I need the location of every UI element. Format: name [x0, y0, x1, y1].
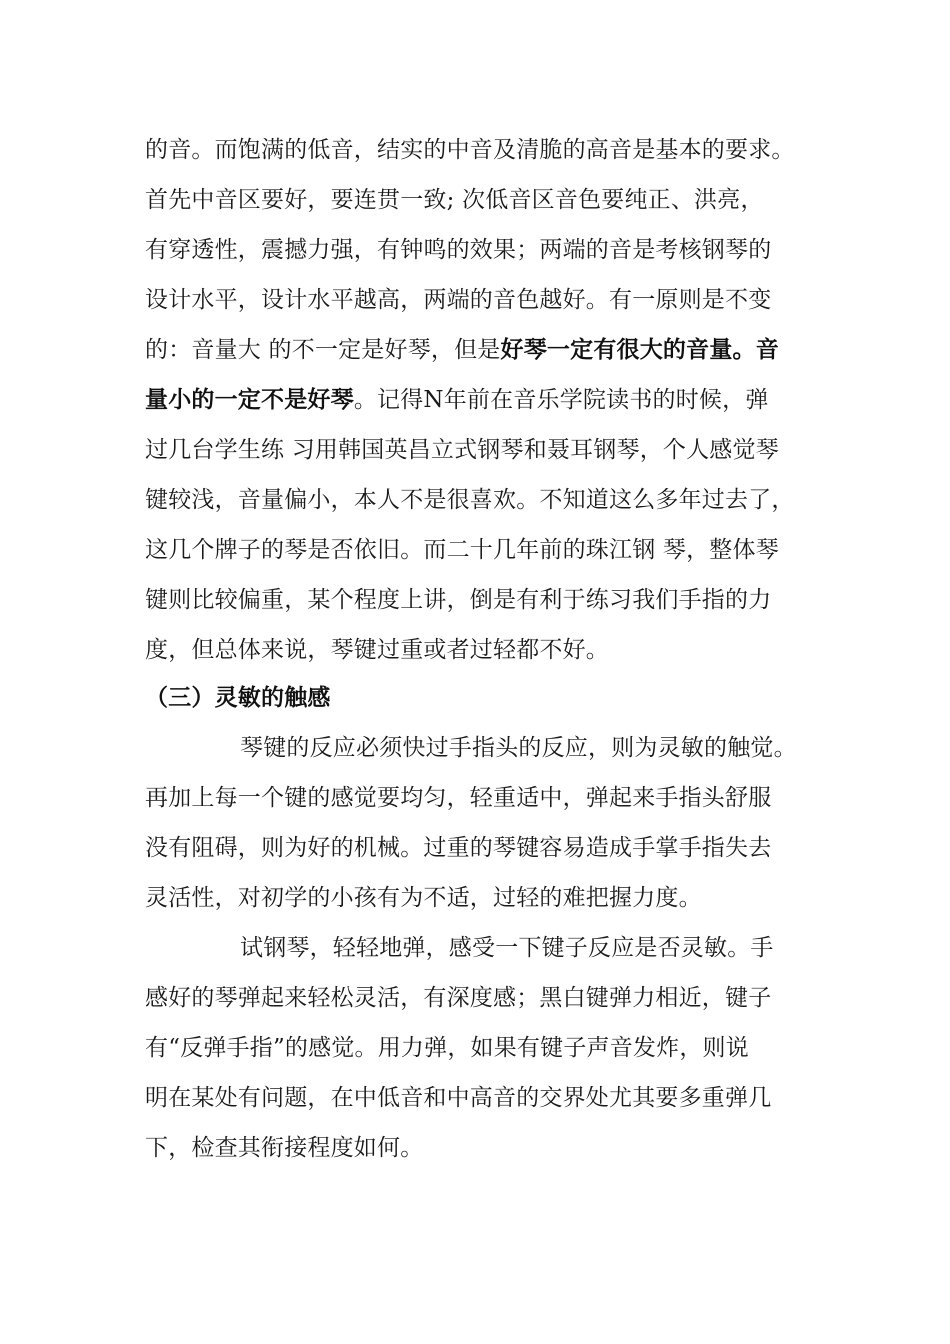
- paragraph-line: [145, 1076, 771, 1120]
- text-run: 没有阻碍，则为好的机械。过重的琴键容易造成手掌手指失去: [145, 835, 772, 861]
- paragraph-line: [240, 926, 774, 970]
- text-run: 的音。而饱满的低音，结实的中音及清脆的高音是基本的要求。: [145, 137, 795, 163]
- paragraph-line: [145, 528, 779, 572]
- text-run: 键较浅，音量偏小，本人不是很喜欢。不知道这么多年过去了，: [145, 487, 795, 513]
- paragraph-line: [145, 876, 702, 920]
- paragraph-line: [145, 428, 779, 472]
- text-run: 琴键的反应必须快过手指头的反应，则为灵敏的触觉。: [240, 735, 797, 761]
- paragraph-line: [145, 178, 764, 222]
- text-run: 过几台学生练 习用韩国英昌立式钢琴和聂耳钢琴，个人感觉琴: [145, 437, 779, 463]
- text-run: 键则比较偏重，某个程度上讲，倒是有利于练习我们手指的力: [145, 587, 772, 613]
- text-run: 度，但总体来说，琴键过重或者过轻都不好。: [145, 637, 609, 663]
- heading-text: （三）灵敏的触感: [145, 685, 331, 711]
- paragraph-line: [145, 1126, 423, 1170]
- text-run: 灵活性，对初学的小孩有为不适，过轻的难把握力度。: [145, 885, 702, 911]
- paragraph-line: [145, 578, 771, 622]
- paragraph-line: [145, 826, 771, 870]
- text-run: 试钢琴，轻轻地弹，感受一下键子反应是否灵敏。手: [240, 935, 774, 961]
- paragraph-line: [145, 278, 771, 322]
- text-run: 再加上每一个键的感觉要均匀，轻重适中，弹起来手指头舒服: [145, 785, 772, 811]
- text-run: 。记得N年前在音乐学院读书的时候，弹: [353, 387, 769, 413]
- bold-text-run: 量小的一定不是好琴: [145, 387, 354, 413]
- bold-text-run: 好琴一定有很大的音量。音: [500, 337, 779, 363]
- text-run: 首先中音区要好，要连贯一致; 次低音区音色要纯正、洪亮，: [145, 187, 764, 213]
- paragraph-line: [145, 628, 609, 672]
- text-run: 感好的琴弹起来轻松灵活，有深度感；黑白键弹力相近，键子: [145, 985, 772, 1011]
- paragraph-line: [145, 776, 771, 820]
- section-heading: [145, 676, 331, 720]
- text-run: 这几个牌子的琴是否依旧。而二十几年前的珠江钢 琴，整体琴: [145, 537, 779, 563]
- paragraph-line: [240, 726, 797, 770]
- paragraph-line: [145, 478, 795, 522]
- text-run: 设计水平，设计水平越高，两端的音色越好。有一原则是不变: [145, 287, 772, 313]
- paragraph-line: [145, 976, 771, 1020]
- paragraph-line: [145, 1026, 749, 1070]
- paragraph-line: [145, 378, 769, 422]
- text-run: 有“反弹手指”的感觉。用力弹，如果有键子声音发炸，则说: [145, 1035, 749, 1061]
- text-run: 的：音量大 的不一定是好琴，但是: [145, 337, 501, 363]
- paragraph-line: [145, 328, 779, 372]
- text-run: 明在某处有问题，在中低音和中高音的交界处尤其要多重弹几: [145, 1085, 772, 1111]
- paragraph-line: [145, 128, 795, 172]
- text-run: 有穿透性，震撼力强，有钟鸣的效果；两端的音是考核钢琴的: [145, 237, 772, 263]
- text-run: 下，检查其衔接程度如何。: [145, 1135, 424, 1161]
- paragraph-line: [145, 228, 771, 272]
